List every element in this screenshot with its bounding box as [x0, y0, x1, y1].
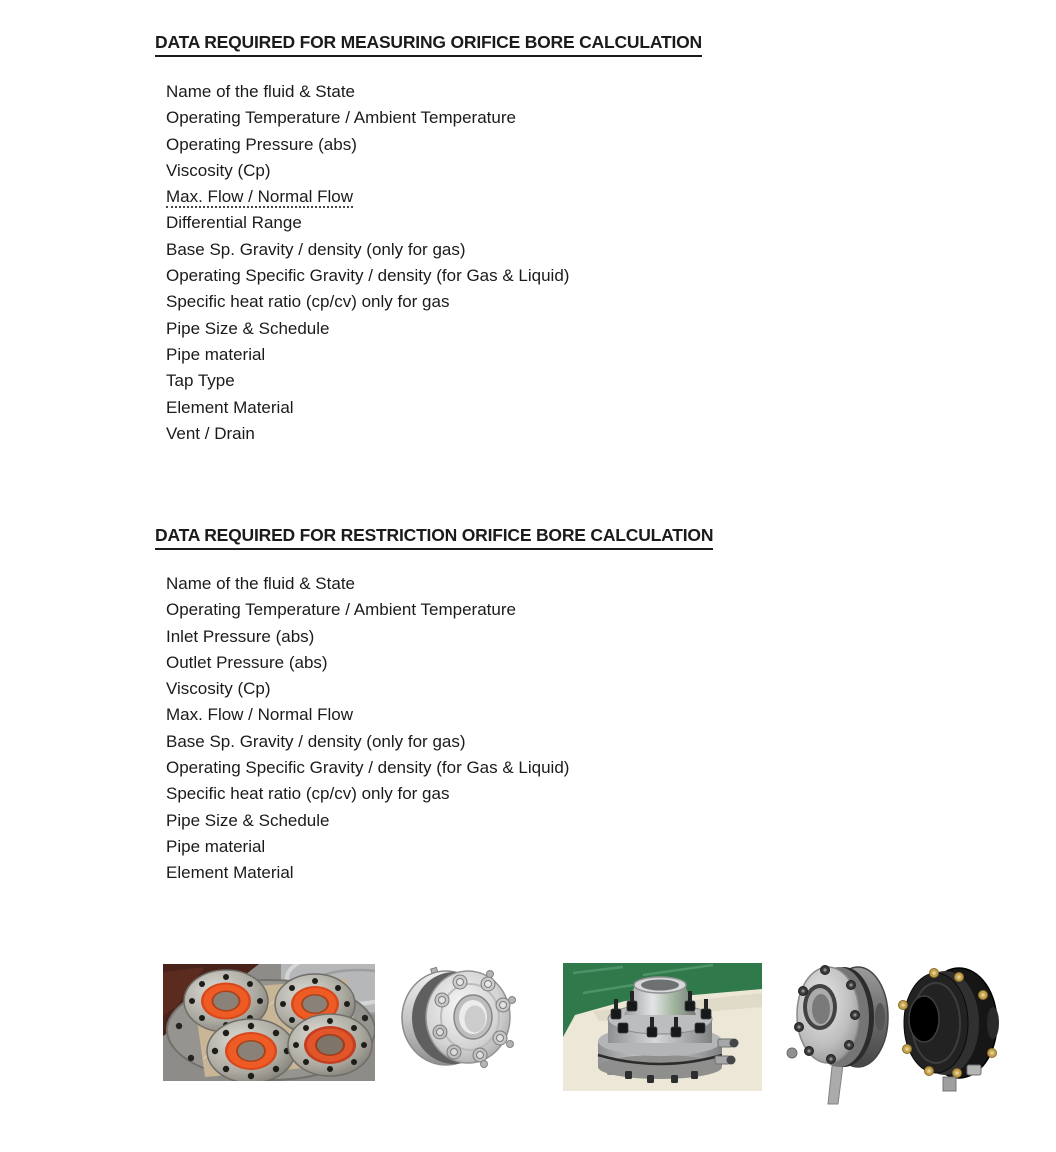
list-item [166, 237, 608, 263]
list-item [166, 342, 608, 368]
list-item [166, 105, 608, 131]
list-item-text: Viscosity (Cp) [166, 160, 271, 180]
list-item [166, 132, 608, 158]
list-item-text: Pipe Size & Schedule [166, 318, 330, 338]
list-item [166, 729, 608, 755]
stainless-orifice-flange-photo [396, 960, 534, 1074]
list-item [166, 184, 608, 210]
list-item [166, 316, 608, 342]
list-item [166, 755, 608, 781]
list-item [166, 676, 608, 702]
list-item [166, 781, 608, 807]
black-orifice-flange-photo [893, 961, 1005, 1095]
list-item [166, 650, 608, 676]
list-item [166, 597, 608, 623]
list-item-text: Pipe material [166, 344, 266, 364]
list-item [166, 808, 608, 834]
list-item-text: Element Material [166, 863, 294, 883]
list-item-text: Specific heat ratio (cp/cv) only for gas [166, 784, 450, 804]
restriction-orifice-list [166, 571, 608, 887]
list-item-text: Base Sp. Gravity / density (only for gas) [166, 731, 466, 751]
list-item [166, 210, 608, 236]
list-item-text: Inlet Pressure (abs) [166, 626, 315, 646]
weld-neck-orifice-assembly-photo [563, 963, 762, 1091]
orifice-flanges-orange-gaskets-photo [163, 964, 375, 1081]
list-item-text: Operating Specific Gravity / density (for Gas & Liquid) [166, 266, 570, 286]
list-item-text: Differential Range [166, 213, 302, 233]
list-item [166, 395, 608, 421]
measuring-orifice-list [166, 79, 608, 447]
list-item-text: Specific heat ratio (cp/cv) only for gas [166, 292, 450, 312]
list-item-text: Operating Temperature / Ambient Temperature [166, 108, 516, 128]
list-item [166, 624, 608, 650]
restriction-orifice-heading: DATA REQUIRED FOR RESTRICTION ORIFICE BORE CALCULATION [155, 525, 713, 550]
measuring-orifice-heading: DATA REQUIRED FOR MEASURING ORIFICE BORE CALCULATION [155, 32, 702, 57]
list-item [166, 289, 608, 315]
list-item [166, 421, 608, 447]
list-item-text: Operating Specific Gravity / density (for Gas & Liquid) [166, 758, 570, 778]
list-item-text: Viscosity (Cp) [166, 679, 271, 699]
list-item-text: Name of the fluid & State [166, 574, 355, 593]
list-item-text: Outlet Pressure (abs) [166, 652, 328, 672]
list-item [166, 571, 608, 597]
list-item-text: Max. Flow / Normal Flow [166, 705, 354, 725]
list-item [166, 368, 608, 394]
list-item [166, 158, 608, 184]
list-item-text: Pipe material [166, 836, 266, 856]
list-item-text: Max. Flow / Normal Flow [166, 187, 354, 207]
list-item-text: Name of the fluid & State [166, 82, 355, 101]
list-item-text: Element Material [166, 397, 294, 417]
list-item-text: Operating Pressure (abs) [166, 134, 357, 154]
list-item [166, 702, 608, 728]
list-item [166, 834, 608, 860]
list-item-text: Tap Type [166, 371, 235, 391]
list-item [166, 79, 608, 105]
list-item [166, 263, 608, 289]
list-item-text: Operating Temperature / Ambient Temperature [166, 600, 516, 620]
list-item-text: Vent / Drain [166, 423, 255, 443]
list-item [166, 860, 608, 886]
list-item-text: Pipe Size & Schedule [166, 810, 330, 830]
list-item-text: Base Sp. Gravity / density (only for gas) [166, 239, 466, 259]
orifice-flange-paddle-photo [783, 957, 897, 1105]
